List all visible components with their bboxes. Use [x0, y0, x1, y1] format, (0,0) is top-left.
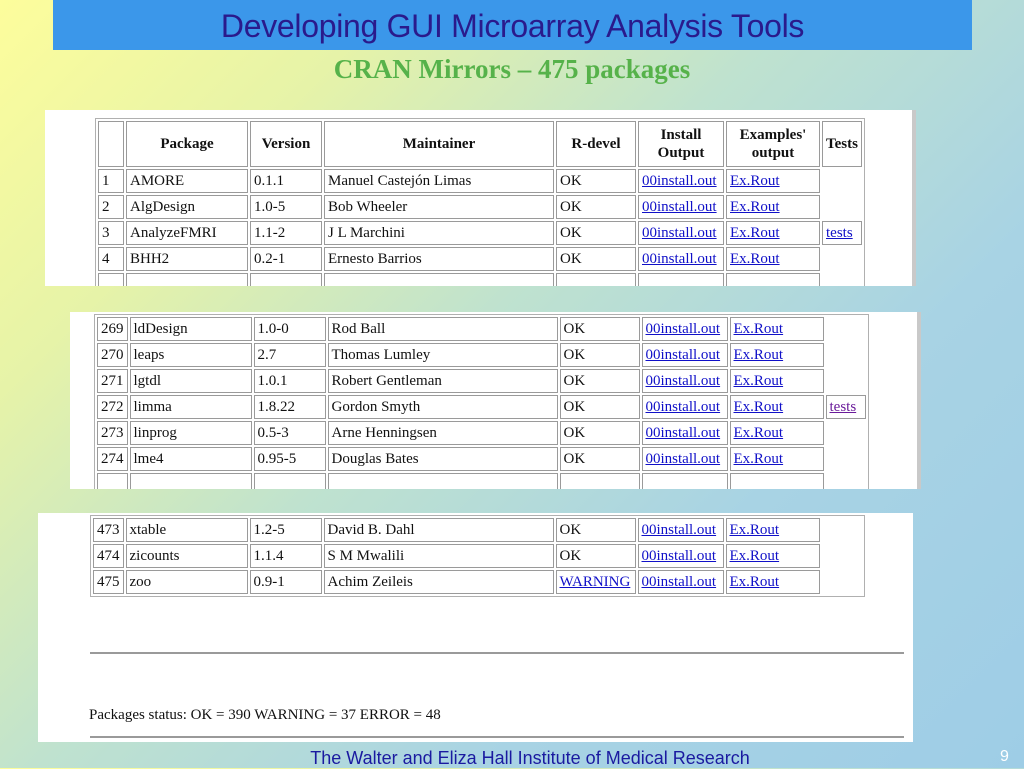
package-name: AnalyzeFMRI: [126, 221, 248, 245]
browser-panel-top: [45, 110, 916, 286]
tests-cell: [822, 518, 862, 542]
row-number: 475: [93, 570, 124, 594]
header-install-output: Install Output: [638, 121, 724, 167]
examples-output-cell: [730, 343, 824, 367]
install-output-cell: [638, 169, 724, 193]
install-output-cell: [638, 570, 724, 594]
examples-output-link[interactable]: Ex.Rout: [733, 372, 784, 389]
package-name: lme4: [130, 447, 252, 471]
package-version: 1.0-0: [254, 317, 326, 341]
examples-output-link[interactable]: Ex.Rout: [730, 198, 780, 215]
examples-output-cell: [726, 221, 820, 245]
package-name: AMORE: [126, 169, 248, 193]
install-output-link[interactable]: 00install.out: [641, 573, 717, 590]
cran-table-top: [95, 118, 865, 286]
examples-output-cell: [726, 544, 820, 568]
package-name: BHH2: [126, 247, 248, 271]
slide-title: Developing GUI Microarray Analysis Tools: [220, 8, 805, 44]
table-row: [97, 343, 866, 367]
package-maintainer: S M Mwalili: [324, 544, 554, 568]
examples-output-link[interactable]: Ex.Rout: [730, 224, 780, 241]
package-version: 0.95-5: [254, 447, 326, 471]
rdevel-status: OK: [556, 195, 636, 219]
install-output-cell: [642, 317, 728, 341]
page-number: 9: [1000, 748, 1009, 765]
table-row: [93, 570, 862, 594]
examples-output-link[interactable]: Ex.Rout: [733, 398, 784, 415]
header-maintainer: Maintainer: [324, 121, 554, 167]
examples-output-link[interactable]: Ex.Rout: [730, 172, 780, 189]
header-rdevel: R-devel: [556, 121, 636, 167]
scrollbar[interactable]: [912, 110, 916, 286]
row-number: 4: [98, 247, 124, 271]
install-output-cell: [642, 421, 728, 445]
package-version: 0.9-1: [250, 570, 322, 594]
row-number: 474: [93, 544, 124, 568]
row-number: 274: [97, 447, 128, 471]
package-name: limma: [130, 395, 252, 419]
tests-link[interactable]: tests: [826, 224, 853, 241]
tests-cell: [826, 369, 866, 393]
examples-output-cell: [730, 369, 824, 393]
header-examples-output: Examples' output: [726, 121, 820, 167]
package-name: leaps: [130, 343, 252, 367]
package-maintainer: J L Marchini: [324, 221, 554, 245]
table-row: [97, 317, 866, 341]
install-output-link[interactable]: 00install.out: [645, 320, 721, 337]
row-number: 2: [98, 195, 124, 219]
package-version: 0.2-1: [250, 247, 322, 271]
rdevel-status: OK: [556, 169, 636, 193]
install-output-link[interactable]: 00install.out: [645, 372, 721, 389]
cran-table-bottom: [90, 515, 865, 597]
examples-output-link[interactable]: Ex.Rout: [730, 250, 780, 267]
table-row: [97, 369, 866, 393]
examples-output-link[interactable]: Ex.Rout: [729, 573, 780, 590]
install-output-cell: [642, 395, 728, 419]
package-version: 1.1.4: [250, 544, 322, 568]
package-maintainer: Douglas Bates: [328, 447, 558, 471]
install-output-cell: [642, 447, 728, 471]
install-output-cell: [638, 247, 724, 271]
install-output-link[interactable]: 00install.out: [642, 224, 717, 241]
rdevel-status: OK: [560, 421, 640, 445]
tests-cell: [822, 544, 862, 568]
rdevel-status: OK: [556, 247, 636, 271]
package-name: linprog: [130, 421, 252, 445]
package-maintainer: Manuel Castejón Limas: [324, 169, 554, 193]
package-maintainer: Arne Henningsen: [328, 421, 558, 445]
header-num: [98, 121, 124, 167]
install-output-link[interactable]: 00install.out: [642, 172, 717, 189]
tests-cell: [822, 169, 862, 193]
install-output-cell: [638, 544, 724, 568]
tests-cell: [826, 317, 866, 341]
row-number: 473: [93, 518, 124, 542]
row-number: 269: [97, 317, 128, 341]
rdevel-status: OK: [556, 221, 636, 245]
examples-output-cell: [726, 518, 820, 542]
package-version: 1.0-5: [250, 195, 322, 219]
package-maintainer: Bob Wheeler: [324, 195, 554, 219]
package-name: zoo: [126, 570, 248, 594]
row-number: 273: [97, 421, 128, 445]
packages-status-summary: Packages status: OK = 390 WARNING = 37 ERROR = 48: [89, 707, 441, 723]
tests-cell: [822, 247, 862, 271]
table-row: [97, 421, 866, 445]
rdevel-status-cell: [556, 570, 636, 594]
install-output-link[interactable]: 00install.out: [641, 547, 717, 564]
rdevel-status: OK: [560, 317, 640, 341]
examples-output-cell: [730, 317, 824, 341]
examples-output-link[interactable]: Ex.Rout: [733, 346, 784, 363]
package-name: AlgDesign: [126, 195, 248, 219]
slide-footer: The Walter and Eliza Hall Institute of Medical Research: [310, 748, 750, 768]
examples-output-link[interactable]: Ex.Rout: [733, 424, 784, 441]
examples-output-cell: [730, 395, 824, 419]
table-row-partial: [98, 273, 862, 286]
package-version: 1.1-2: [250, 221, 322, 245]
package-name: xtable: [126, 518, 248, 542]
package-maintainer: Gordon Smyth: [328, 395, 558, 419]
package-maintainer: Rod Ball: [328, 317, 558, 341]
table-row: [97, 395, 866, 419]
package-version: 0.1.1: [250, 169, 322, 193]
table-row-partial: [97, 473, 866, 489]
examples-output-cell: [730, 421, 824, 445]
install-output-link[interactable]: 00install.out: [642, 250, 717, 267]
install-output-cell: [642, 369, 728, 393]
examples-output-cell: [726, 195, 820, 219]
package-name: lgtdl: [130, 369, 252, 393]
table-row: [98, 247, 862, 271]
examples-output-cell: [726, 169, 820, 193]
package-name: ldDesign: [130, 317, 252, 341]
header-version: Version: [250, 121, 322, 167]
header-tests: Tests: [822, 121, 862, 167]
install-output-cell: [638, 221, 724, 245]
slide-title-bar: [53, 0, 972, 50]
table-row: [98, 221, 862, 245]
row-number: 1: [98, 169, 124, 193]
table-row: [97, 447, 866, 471]
install-output-link[interactable]: 00install.out: [645, 398, 721, 415]
install-output-link[interactable]: 00install.out: [645, 450, 721, 467]
examples-output-cell: [730, 447, 824, 471]
package-maintainer: Robert Gentleman: [328, 369, 558, 393]
row-number: 272: [97, 395, 128, 419]
rdevel-status: OK: [556, 544, 636, 568]
tests-cell: [822, 221, 862, 245]
package-maintainer: David B. Dahl: [324, 518, 554, 542]
table-row: [93, 544, 862, 568]
package-name: zicounts: [126, 544, 248, 568]
tests-cell: [826, 343, 866, 367]
browser-panel-bottom: [38, 513, 913, 742]
package-version: 1.8.22: [254, 395, 326, 419]
examples-output-link[interactable]: Ex.Rout: [733, 320, 784, 337]
horizontal-rule: [90, 652, 904, 654]
install-output-cell: [638, 518, 724, 542]
examples-output-cell: [726, 247, 820, 271]
rdevel-status: OK: [560, 369, 640, 393]
tests-cell: [826, 421, 866, 445]
examples-output-cell: [726, 570, 820, 594]
install-output-link[interactable]: 00install.out: [642, 198, 717, 215]
install-output-link[interactable]: 00install.out: [645, 424, 721, 441]
table-row: [98, 195, 862, 219]
examples-output-link[interactable]: Ex.Rout: [729, 547, 780, 564]
scrollbar[interactable]: [917, 312, 921, 489]
browser-panel-middle: [70, 312, 921, 489]
tests-cell: [826, 395, 866, 419]
rdevel-status: OK: [556, 518, 636, 542]
rdevel-status: OK: [560, 447, 640, 471]
row-number: 271: [97, 369, 128, 393]
tests-cell: [826, 447, 866, 471]
rdevel-status: OK: [560, 343, 640, 367]
table-row: [93, 518, 862, 542]
row-number: 3: [98, 221, 124, 245]
package-version: 0.5-3: [254, 421, 326, 445]
table-row: [98, 169, 862, 193]
examples-output-link[interactable]: Ex.Rout: [729, 521, 780, 538]
tests-cell: [822, 570, 862, 594]
warning-status-link[interactable]: WARNING: [559, 573, 631, 590]
tests-cell: [822, 195, 862, 219]
package-version: 1.0.1: [254, 369, 326, 393]
package-version: 2.7: [254, 343, 326, 367]
examples-output-link[interactable]: Ex.Rout: [733, 450, 784, 467]
tests-link[interactable]: tests: [829, 398, 857, 415]
package-maintainer: Achim Zeileis: [324, 570, 554, 594]
install-output-cell: [638, 195, 724, 219]
row-number: 270: [97, 343, 128, 367]
install-output-link[interactable]: 00install.out: [645, 346, 721, 363]
package-maintainer: Ernesto Barrios: [324, 247, 554, 271]
install-output-link[interactable]: 00install.out: [641, 521, 717, 538]
horizontal-rule: [90, 736, 904, 738]
table-header-row: [98, 121, 862, 167]
slide-subtitle: CRAN Mirrors – 475 packages: [333, 54, 691, 84]
package-version: 1.2-5: [250, 518, 322, 542]
header-package: Package: [126, 121, 248, 167]
package-maintainer: Thomas Lumley: [328, 343, 558, 367]
cran-table-middle: [94, 314, 869, 489]
install-output-cell: [642, 343, 728, 367]
rdevel-status: OK: [560, 395, 640, 419]
